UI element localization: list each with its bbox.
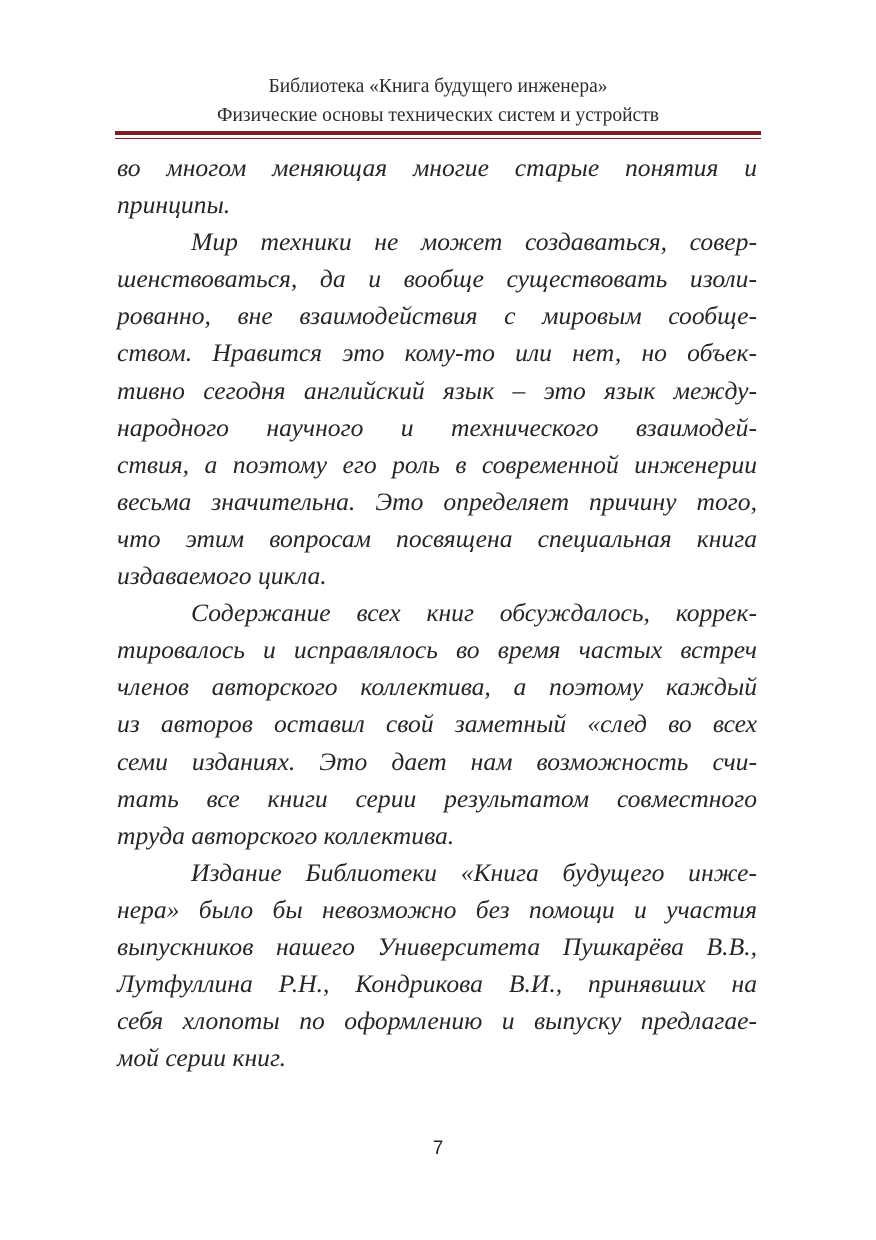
series-title: Библиотека «Книга будущего инженера» [268, 76, 608, 97]
text-line: во многом меняющая многие старые понятия и [117, 153, 757, 182]
page-number: 7 [432, 1138, 444, 1159]
text-line: тировалось и исправлялось во время частых встреч [117, 635, 757, 665]
text-line: рованно, вне взаимодействия с мировым сообще- [117, 301, 757, 331]
paragraph [117, 594, 757, 854]
running-header [115, 72, 761, 130]
book-title: Физические основы технических систем и устройств [217, 105, 659, 126]
text-line: тать все книги серии результатом совместного [117, 783, 757, 813]
header-rule-thin [115, 138, 761, 139]
paragraph [117, 854, 757, 1077]
text-line: труда авторского коллектива. [117, 820, 455, 850]
paragraph [117, 223, 757, 594]
text-line: ством. Нравится это кому-то или нет, но объек- [117, 338, 757, 368]
header-rule-thick [115, 131, 761, 135]
text-line: издаваемого цикла. [117, 561, 327, 591]
text-line: весьма значительна. Это определяет причину того, [117, 486, 757, 516]
text-line: тивно сегодня английский язык – это язык между- [117, 375, 757, 405]
text-line: себя хлопоты по оформлению и выпуску предлагае- [117, 1006, 757, 1036]
text-line: Лутфуллина Р.Н., Кондрикова В.И., принявших на [117, 969, 757, 999]
text-line: народного научного и технического взаимодей- [117, 412, 757, 442]
text-line: что этим вопросам посвящена специальная книга [117, 523, 757, 553]
body-text [117, 149, 757, 1076]
text-line: из авторов оставил свой заметный «след во всех [117, 709, 757, 739]
paragraph [117, 149, 757, 223]
text-line: Мир техники не может создаваться, совер- [191, 227, 757, 257]
text-line: мой серии книг. [117, 1043, 287, 1073]
text-line: принципы. [117, 190, 231, 220]
text-line: ствия, а поэтому его роль в современной инженерии [117, 449, 757, 479]
text-line: Издание Библиотеки «Книга будущего инже- [191, 857, 757, 887]
text-line: семи изданиях. Это дает нам возможность счи- [117, 746, 757, 776]
text-line: шенствоваться, да и вообще существовать изоли- [117, 264, 757, 294]
text-line: членов авторского коллектива, а поэтому каждый [117, 672, 757, 702]
text-line: нера» было бы невозможно без помощи и участия [117, 894, 757, 924]
text-line: выпускников нашего Университета Пушкарёва В.В., [117, 931, 757, 961]
text-line: Содержание всех книг обсуждалось, коррек- [191, 598, 757, 628]
